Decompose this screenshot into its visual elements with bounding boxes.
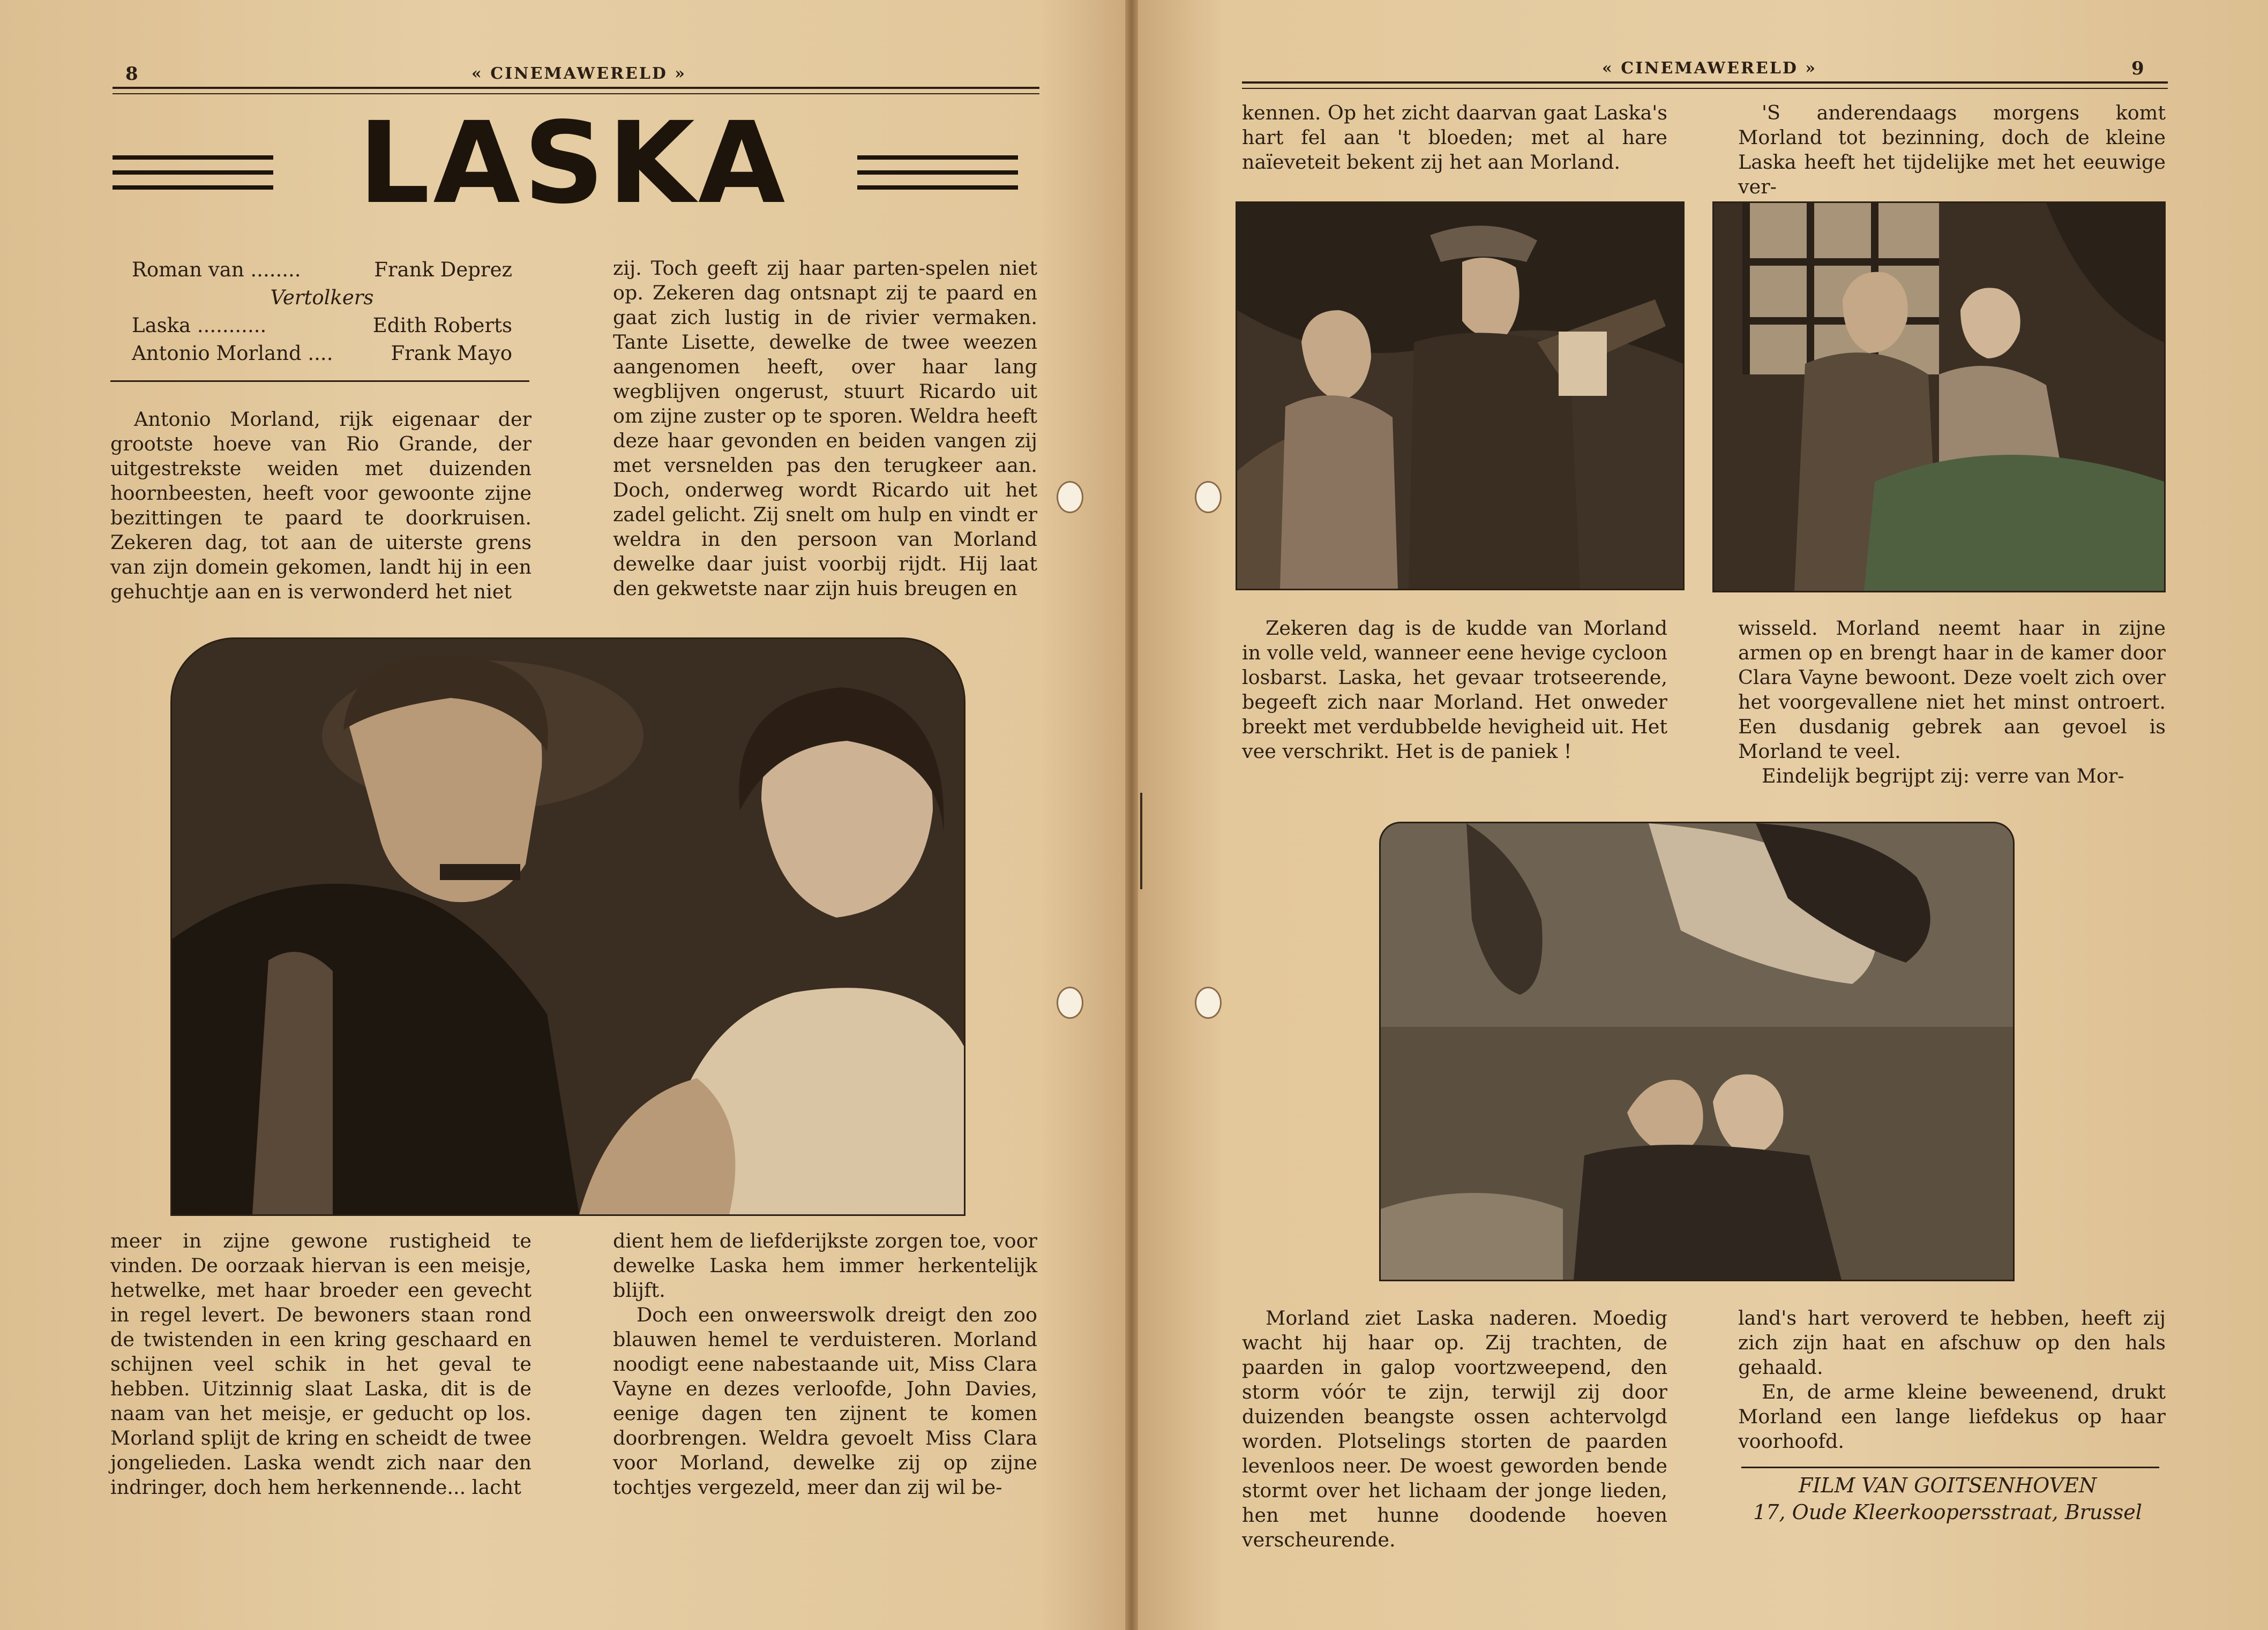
punch-hole xyxy=(1195,481,1222,513)
column-p8-2-top xyxy=(613,256,1037,601)
column-p9-2-bottom xyxy=(1738,1306,2166,1454)
film-distributor-credit xyxy=(1736,1472,2159,1526)
column-p9-1-top xyxy=(1242,101,1667,175)
paragraph: En, de arme kleine beweenend, drukt Morland een lange liefdekus op haar voorhoofd. xyxy=(1738,1380,2166,1453)
punch-hole xyxy=(1057,987,1083,1019)
paragraph: meer in zijne gewone rustigheid te vinden. De oorzaak hiervan is een meisje, hetwelke, met haar broeder een gevecht in regel levert. De bewoners staan rond de twistenden in een kring geschaard en schijnen veel schik in het geval te hebben. Uitzinnig slaat Laska, dit is de naam van het meisje, er geducht op los. Morland splijt de kring en scheidt de twee jongelieden. Laska wendt zich naar den indringer, doch hem herkennende... lacht xyxy=(110,1229,532,1499)
distributor-name: FILM VAN GOITSENHOVEN xyxy=(1798,1474,2097,1497)
paragraph: Antonio Morland, rijk eigenaar der grootste hoeve van Rio Grande, der uitgestrekste weiden met duizenden hoornbeesten, heeft voor gewoonte zijne bezittingen te paard te doorkruisen. Zekeren dag, tot aan de uiterste grens van zijn domein gekomen, landt hij in een gehuchtje aan en is verwonderd het niet xyxy=(110,408,532,603)
novel-label: Roman van ........ xyxy=(132,258,301,281)
header-rule xyxy=(113,87,1039,89)
cast-actor: Edith Roberts xyxy=(372,314,512,337)
magazine-title-right: « CINEMAWERELD » xyxy=(1602,59,1817,78)
paragraph: 'S anderendaags morgens komt Morland tot bezinning, doch de kleine Laska heeft het tijdelijke met het eeuwige ver- xyxy=(1738,101,2166,198)
paragraph: Doch een onweerswolk dreigt den zoo blauwen hemel te verduisteren. Morland noodigt eene nabestaande uit, Miss Clara Vayne en dezes verloofde, John Davies, eenige dagen ten zijnent te komen doorbrengen. Weldra gevoelt Miss Clara voor Morland, dewelke zij op zijne tochtjes vergezeld, meer dan zij wil be- xyxy=(613,1303,1037,1499)
photo-main-couple xyxy=(170,637,965,1216)
credits-novel-row xyxy=(132,256,512,284)
paragraph: wisseld. Morland neemt haar in zijne armen op en brengt haar in de kamer door Clara Vayne bewoont. Deze voelt zich over het voorgevallene niet het minst ontroert. Een dusdanig gebrek aan gevoel is Morland te veel. xyxy=(1738,617,2166,763)
cast-role: Antonio Morland .... xyxy=(132,342,333,365)
title-ornament-left xyxy=(113,155,273,200)
paragraph: Eindelijk begrijpt zij: verre van Mor- xyxy=(1762,764,2124,787)
column-p8-2-bottom xyxy=(613,1229,1037,1500)
cast-role: Laska ........... xyxy=(132,314,267,337)
paragraph: zij. Toch geeft zij haar parten-spelen niet op. Zekeren dag ontsnapt zij te paard en gaat zich lustig in de rivier vermaken. Tante Lisette, dewelke de twee weezen aangenomen heeft, over haar lang wegblijven ongerust, stuurt Ricardo uit om zijne zuster op te sporen. Weldra heeft deze haar gevonden en beiden vangen zij met versnelden pas den terugkeer aan. Doch, onderweg wordt Ricardo uit het zadel gelicht. Zij snelt om hulp en vindt er weldra in den persoon van Morland dewelke daar juist voorbij rijdt. Hij laat den gekwetste naar zijn huis breugen en xyxy=(613,257,1037,600)
column-p9-1-bottom xyxy=(1242,1306,1667,1552)
column-p9-2-mid xyxy=(1738,616,2166,788)
binding-stitch xyxy=(1140,793,1142,889)
magazine-spine xyxy=(1125,0,1138,1630)
distributor-address: 17, Oude Kleerkoopersstraat, Brussel xyxy=(1753,1500,2142,1524)
column-p9-1-mid xyxy=(1242,616,1667,764)
credits-rule xyxy=(110,380,529,382)
header-rule xyxy=(1242,88,2168,89)
title-ornament-right xyxy=(857,155,1018,200)
column-p9-2-top xyxy=(1738,101,2166,199)
paragraph: land's hart veroverd te hebben, heeft zij zich zijn haat en afschuw op den hals gehaald. xyxy=(1738,1306,2166,1379)
photo-cowboy-and-girl xyxy=(1236,201,1685,590)
paragraph: kennen. Op het zicht daarvan gaat Laska's hart fel aan 't bloeden; met al hare naïeveteit bekent zij het aan Morland. xyxy=(1242,101,1667,174)
page-number-left: 8 xyxy=(125,63,138,85)
paragraph: Morland ziet Laska naderen. Moedig wacht hij haar op. Zij trachten, de paarden in galop voortzweepend, den storm vóór te zijn, terwijl zij door duizenden beangste ossen achtervolgd worden. Plotselings storten de paarden levenloos neer. De woest geworden bende stormt over het lichaam der jonge lieden, hen met hunne doodende hoeven verscheurende. xyxy=(1242,1306,1667,1551)
header-rule xyxy=(113,93,1039,94)
cast-row xyxy=(132,340,512,367)
header-rule xyxy=(1242,81,2168,84)
cast-row xyxy=(132,312,512,340)
photo-window-scene xyxy=(1712,201,2166,592)
signature-rule xyxy=(1741,1467,2159,1468)
cast-heading: Vertolkers xyxy=(270,286,374,309)
credits-block xyxy=(132,256,512,367)
cast-actor: Frank Mayo xyxy=(391,342,512,365)
column-p8-1-bottom xyxy=(110,1229,532,1500)
paragraph: dient hem de liefderijkste zorgen toe, voor dewelke Laska hem immer herkentelijk blijft. xyxy=(613,1229,1037,1302)
punch-hole xyxy=(1057,481,1083,513)
column-p8-1-top xyxy=(110,407,532,604)
paragraph: Zekeren dag is de kudde van Morland in volle veld, wanneer eene hevige cycloon losbarst. Laska, het gevaar trotseerende, begeeft zich naar Morland. Het onweder breekt met verdubbelde hevigheid uit. Het vee verschrikt. Het is de paniek ! xyxy=(1242,617,1667,763)
punch-hole xyxy=(1195,987,1222,1019)
novel-author: Frank Deprez xyxy=(374,258,512,281)
article-title: LASKA xyxy=(358,97,789,229)
page-number-right: 9 xyxy=(2131,58,2144,79)
photo-horses-couple xyxy=(1379,822,2015,1281)
magazine-title-left: « CINEMAWERELD » xyxy=(471,64,687,83)
